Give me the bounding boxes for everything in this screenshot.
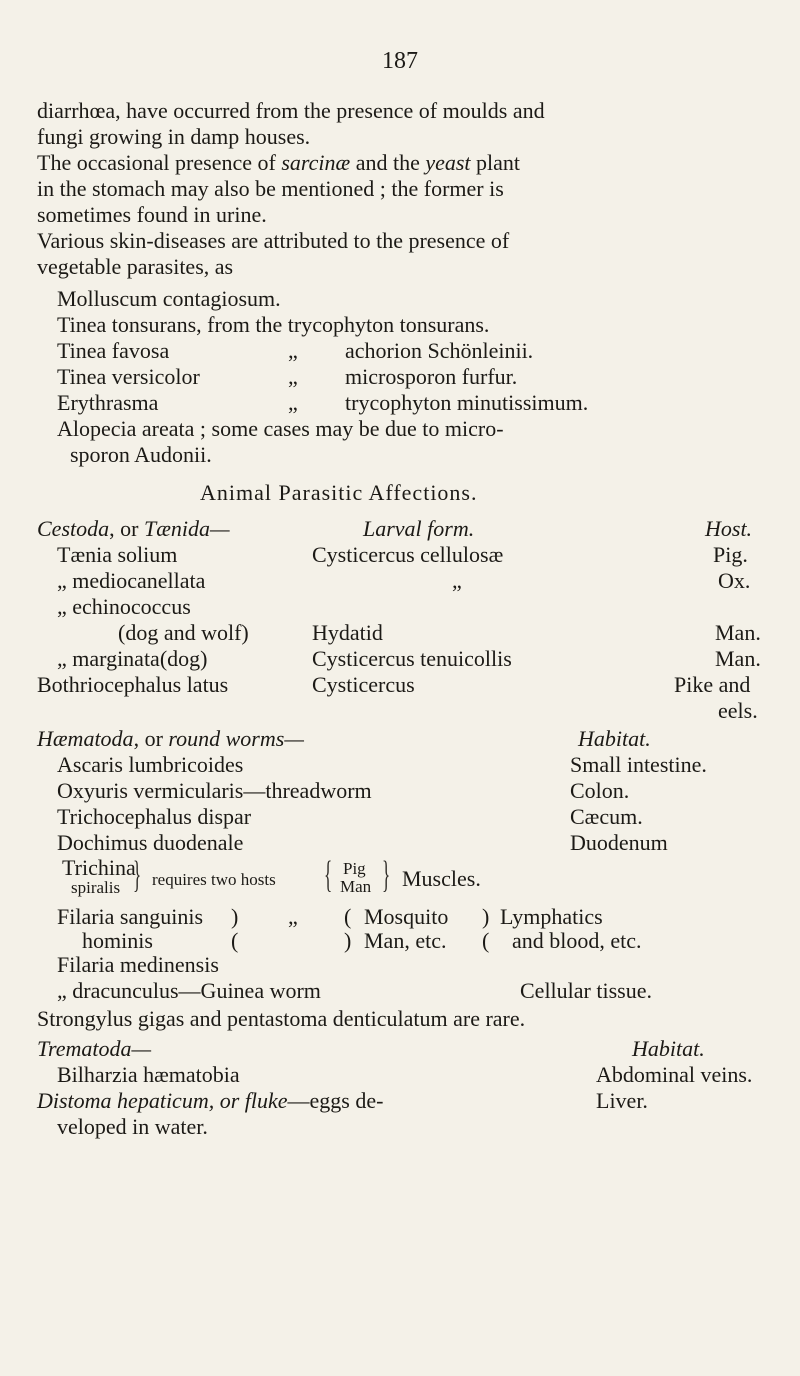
skin-versicolor: Tinea versicolor bbox=[57, 364, 200, 389]
trematoda-habitat: Liver. bbox=[596, 1088, 648, 1113]
trichina-name: Trichina bbox=[62, 855, 136, 880]
filaria-medinensis: Filaria medinensis bbox=[57, 952, 219, 977]
filaria-dracunculus: „ dracunculus—Guinea worm bbox=[57, 978, 321, 1003]
ditto-mark: „ bbox=[288, 338, 298, 363]
col-habitat: Habitat. bbox=[578, 726, 651, 751]
haematoda-habitat: Small intestine. bbox=[570, 752, 707, 777]
cestoda-host-cont: eels. bbox=[718, 698, 758, 723]
haematoda-habitat: Duodenum bbox=[570, 830, 668, 855]
trematoda-heading: Trematoda— bbox=[37, 1036, 152, 1061]
cestoda-larval: Cysticercus tenuicollis bbox=[312, 646, 512, 671]
skin-versicolor-cause: microsporon furfur. bbox=[345, 364, 518, 389]
haematoda-habitat: Cæcum. bbox=[570, 804, 643, 829]
skin-favosa-cause: achorion Schönleinii. bbox=[345, 338, 534, 363]
trichina-host: Pig bbox=[343, 859, 366, 878]
filaria-brace: ) bbox=[344, 928, 352, 953]
page-number: 187 bbox=[382, 48, 418, 74]
dracunculus-habitat: Cellular tissue. bbox=[520, 978, 652, 1003]
intro-line-2: fungi growing in damp houses. bbox=[37, 124, 311, 149]
trematoda-name: Bilharzia hæmatobia bbox=[57, 1062, 240, 1087]
filaria-brace: ( bbox=[344, 904, 352, 929]
skin-erythrasma-cause: trycophyton minutissimum. bbox=[345, 390, 589, 415]
intro-line-4: in the stomach may also be mentioned ; the former is bbox=[37, 176, 504, 201]
trichina-host: Man bbox=[340, 877, 372, 896]
trichina-habitat: Muscles. bbox=[402, 866, 481, 891]
cestoda-host: Pig. bbox=[713, 542, 748, 567]
cestoda-larval: „ bbox=[452, 568, 462, 593]
left-brace: { bbox=[324, 854, 333, 896]
right-brace: } bbox=[133, 854, 142, 896]
intro-line-6: Various skin-diseases are attributed to the presence of bbox=[37, 228, 510, 253]
filaria-brace: ) bbox=[231, 904, 239, 929]
skin-erythrasma: Erythrasma bbox=[57, 390, 159, 415]
cestoda-larval: Cysticercus bbox=[312, 672, 415, 697]
cestoda-name: „ echinococcus bbox=[57, 594, 191, 619]
haematoda-heading: Hæmatoda, or round worms— bbox=[37, 726, 304, 751]
col-habitat: Habitat. bbox=[632, 1036, 705, 1061]
cestoda-larval: Hydatid bbox=[312, 620, 383, 645]
filaria-host: Man, etc. bbox=[364, 928, 447, 953]
filaria-brace: ) bbox=[482, 904, 490, 929]
intro-line-1: diarrhœa, have occurred from the presence of moulds and bbox=[37, 98, 545, 123]
haematoda-name: Dochimus duodenale bbox=[57, 830, 244, 855]
cestoda-name: Bothriocephalus latus bbox=[37, 672, 229, 697]
strongylus-note: Strongylus gigas and pentastoma denticulatum are rare. bbox=[37, 1006, 526, 1031]
cestoda-name: Tænia solium bbox=[57, 542, 178, 567]
col-host: Host. bbox=[705, 516, 753, 541]
filaria-brace: ( bbox=[231, 928, 239, 953]
filaria-host: Mosquito bbox=[364, 904, 449, 929]
section-heading: Animal Parasitic Affections. bbox=[200, 480, 478, 505]
trematoda-name-cont: veloped in water. bbox=[57, 1114, 208, 1139]
ditto-mark: „ bbox=[288, 904, 298, 929]
filaria-name: Filaria sanguinis bbox=[57, 904, 204, 929]
intro-line-5: sometimes found in urine. bbox=[37, 202, 267, 227]
filaria-name-cont: hominis bbox=[82, 928, 153, 953]
cestoda-host: Man. bbox=[715, 620, 761, 645]
trematoda-name: Distoma hepaticum, or fluke—eggs de- bbox=[37, 1088, 384, 1113]
trichina-name-cont: spiralis bbox=[71, 878, 121, 897]
filaria-brace: ( bbox=[482, 928, 490, 953]
cestoda-name-cont: (dog and wolf) bbox=[118, 620, 249, 645]
ditto-mark: „ bbox=[288, 390, 298, 415]
filaria-habitat-cont: and blood, etc. bbox=[512, 928, 642, 953]
haematoda-name: Ascaris lumbricoides bbox=[57, 752, 244, 777]
cestoda-heading: Cestoda, or Tænida— bbox=[37, 516, 230, 541]
trichina-requirement: requires two hosts bbox=[152, 870, 276, 889]
skin-molluscum: Molluscum contagiosum. bbox=[57, 286, 281, 311]
haematoda-name: Trichocephalus dispar bbox=[57, 804, 252, 829]
cestoda-host: Pike and bbox=[674, 672, 751, 697]
haematoda-name: Oxyuris vermicularis—threadworm bbox=[57, 778, 372, 803]
cestoda-host: Man. bbox=[715, 646, 761, 671]
filaria-habitat: Lymphatics bbox=[500, 904, 603, 929]
ditto-mark: „ bbox=[288, 364, 298, 389]
cestoda-name: „ marginata(dog) bbox=[57, 646, 208, 671]
skin-alopecia: Alopecia areata ; some cases may be due to micro- bbox=[57, 416, 504, 441]
skin-favosa: Tinea favosa bbox=[57, 338, 170, 363]
right-brace: } bbox=[382, 854, 391, 896]
col-larval-form: Larval form. bbox=[363, 516, 475, 541]
skin-alopecia-cont: sporon Audonii. bbox=[70, 442, 212, 467]
intro-line-3: The occasional presence of sarcinæ and the yeast plant bbox=[37, 150, 521, 175]
skin-tonsurans: Tinea tonsurans, from the trycophyton tonsurans. bbox=[57, 312, 490, 337]
cestoda-name: „ mediocanellata bbox=[57, 568, 206, 593]
trematoda-habitat: Abdominal veins. bbox=[596, 1062, 753, 1087]
haematoda-habitat: Colon. bbox=[570, 778, 630, 803]
cestoda-larval: Cysticercus cellulosæ bbox=[312, 542, 504, 567]
intro-line-7: vegetable parasites, as bbox=[37, 254, 234, 279]
cestoda-host: Ox. bbox=[718, 568, 751, 593]
